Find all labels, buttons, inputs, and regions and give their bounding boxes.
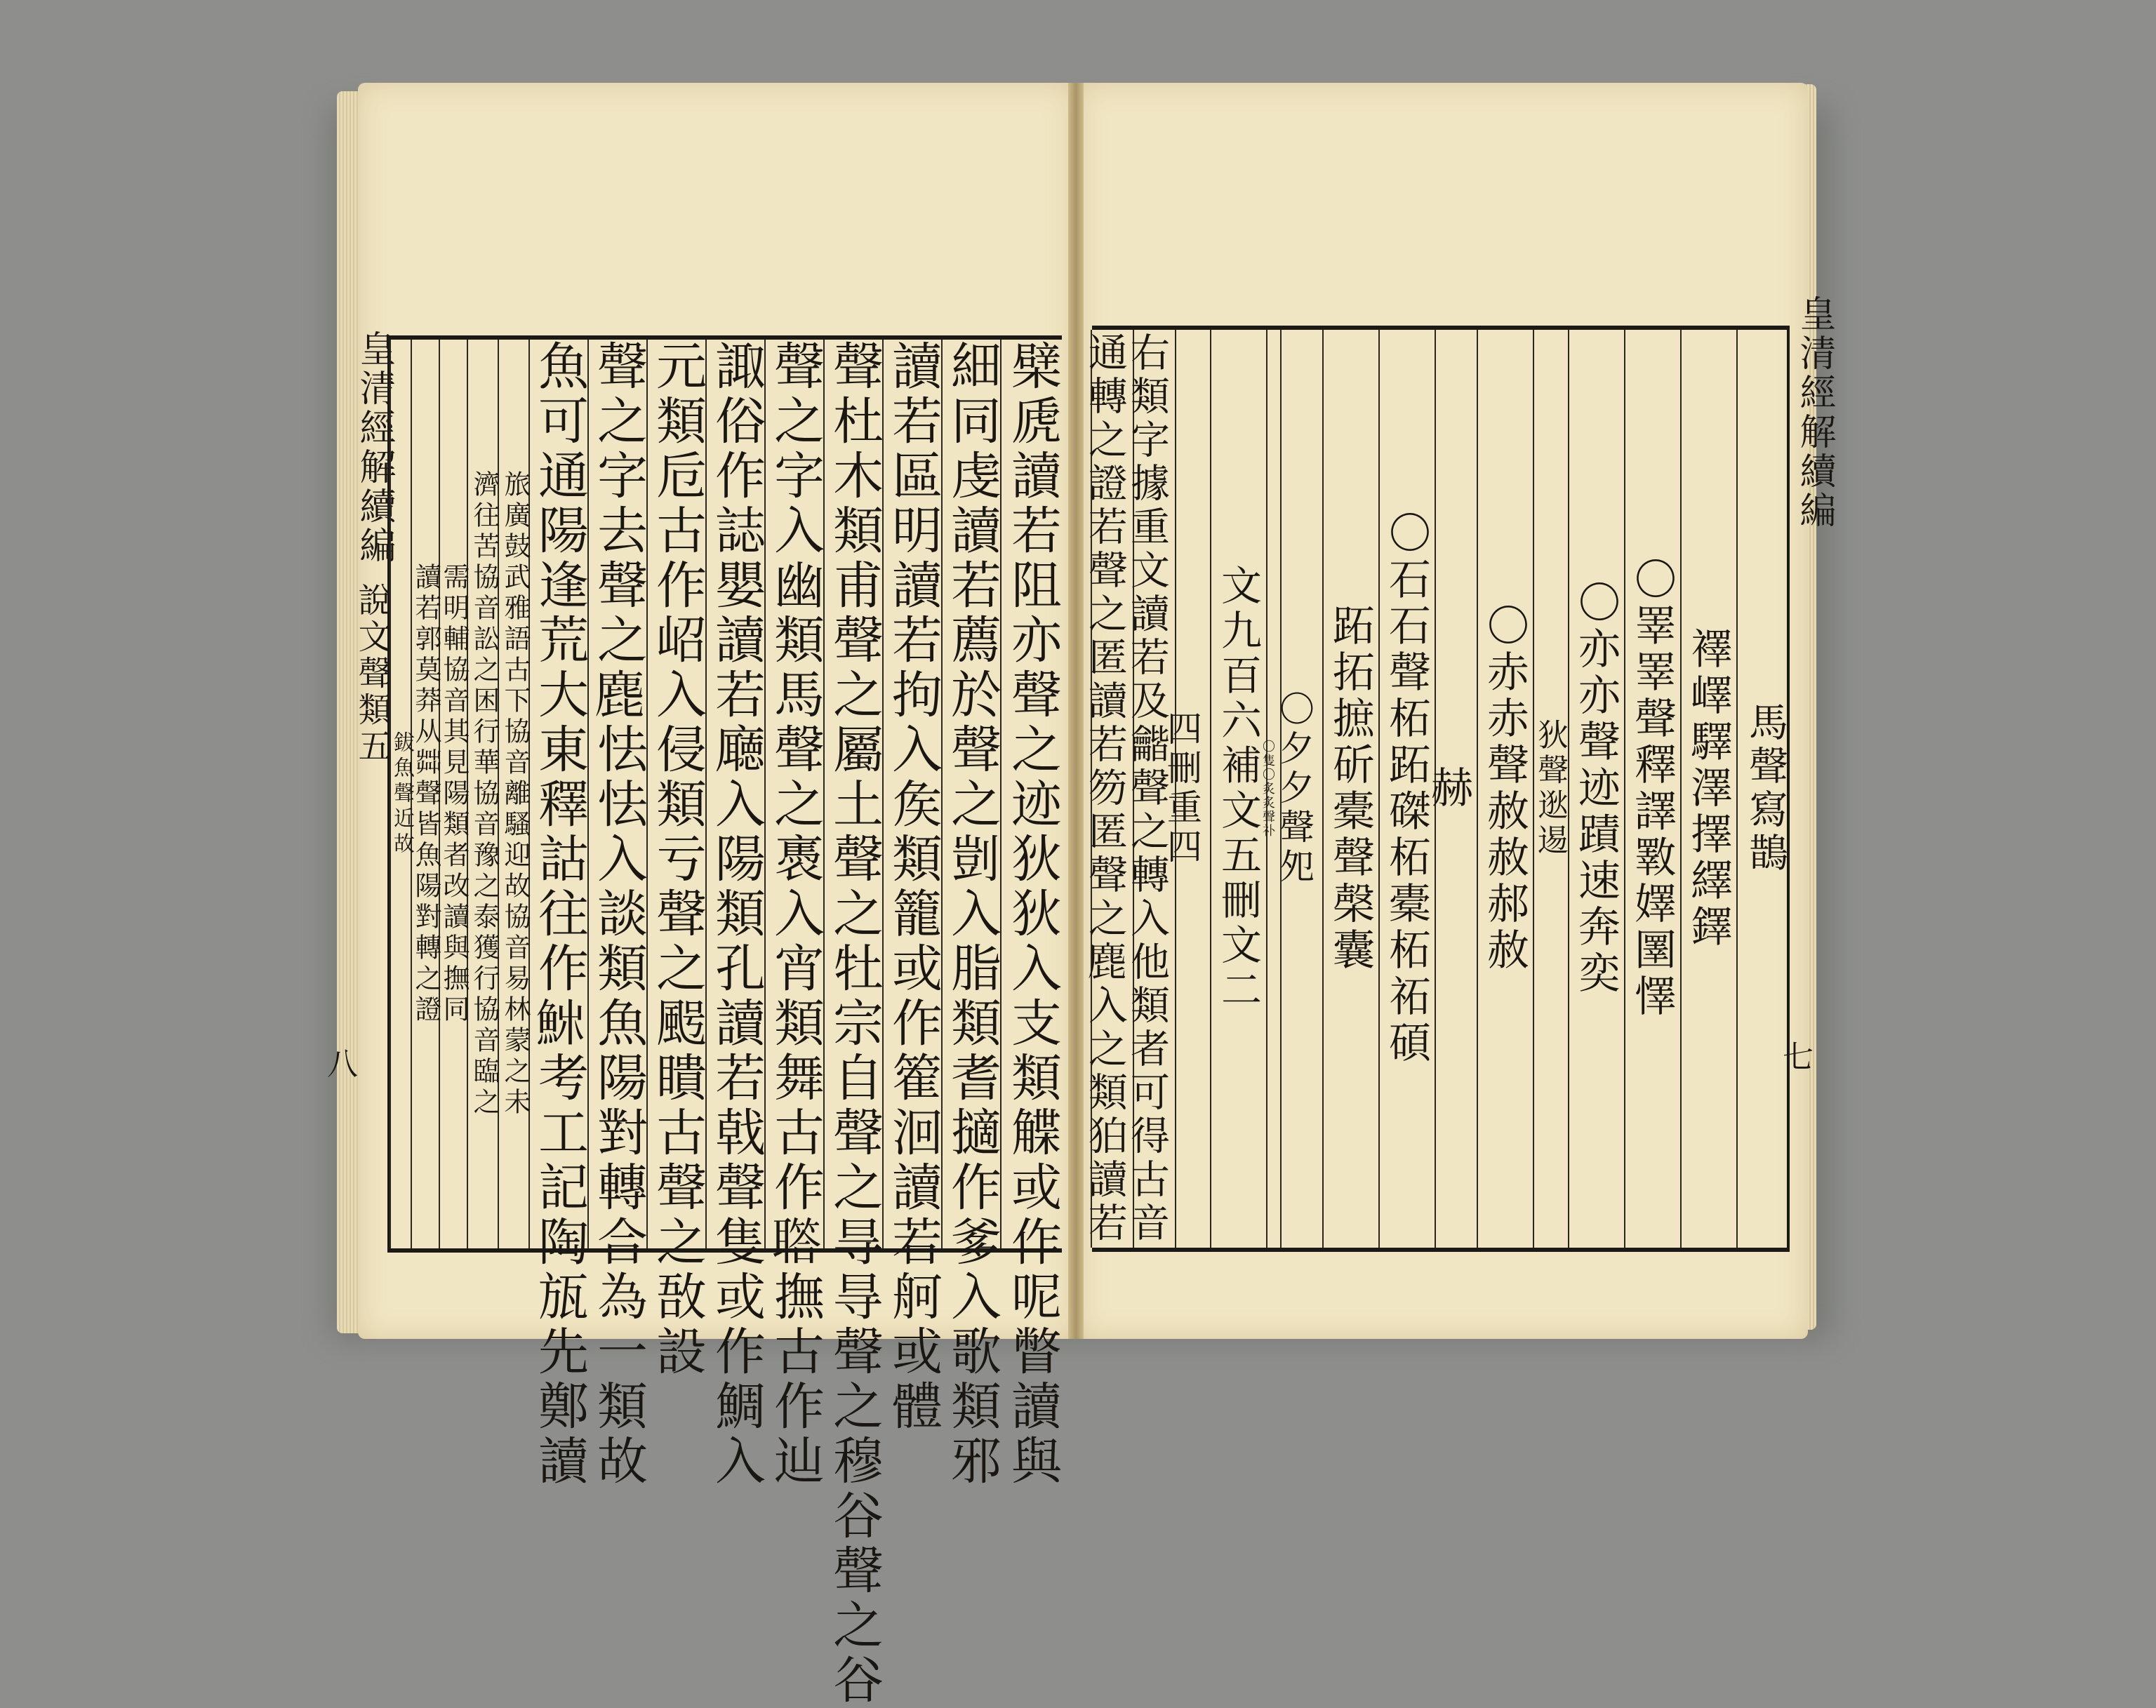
text-column: 元類卮古作岹入侵類亏聲之𩖸瞶古聲之敔設 xyxy=(648,340,707,1380)
left-folio: 八 xyxy=(327,1046,358,1082)
text-column: 馬聲寫鵲 xyxy=(1736,330,1787,1248)
right-margin-title: 皇清經解續編 xyxy=(1793,295,1835,531)
text-column-small: 狄聲逖逷 xyxy=(1533,330,1569,1248)
text-column: 跖拓摭斫橐聲㯏囊 xyxy=(1322,330,1380,1248)
text-column: 〇夕夕聲夗 xyxy=(1280,330,1324,1248)
text-column: 魚可通陽逢荒大東釋詁往作𩶚考工記陶瓬先鄭讀 xyxy=(530,340,589,1489)
text-column: 〇亦亦聲迹蹟速奔奕 xyxy=(1568,330,1625,1248)
text-column: 諏俗作誌嬰讀若廰入陽類孔讀若戟聲隻或作鯛入 xyxy=(707,340,766,1489)
text-column: 襗嶧驛澤擇繹鐸 xyxy=(1680,330,1738,1248)
text-column: 〇睪睪聲釋譯斁嬕圛懌 xyxy=(1624,330,1682,1248)
left-margin-subtitle: 說文聲類五 xyxy=(352,582,392,765)
text-column: 聲之字入幽類馬聲之褭入宵類舞古作𦗧撫古作辿 xyxy=(766,340,825,1489)
text-column: 細同虔讀若薦於聲之剴入脂類耆擿作爹入歌類邪 xyxy=(943,340,1002,1489)
text-column-small: 濟往苦協音訟之困行華協音豫之泰獲行協音臨之 xyxy=(467,340,499,1248)
left-margin-title: 皇清經解續編 xyxy=(353,330,395,566)
right-text-block xyxy=(1082,326,1790,1252)
text-column-small: 旅廣鼓武雅語古下協音離騷迎故協音易林蒙之未 xyxy=(498,340,530,1248)
text-column-small: 〇隻〇炙炙聲䃼 xyxy=(1266,330,1282,1248)
text-column: 赫 xyxy=(1435,330,1478,1248)
text-column-small: 需明輔協音其見陽類者改讀與撫同 xyxy=(439,340,468,1248)
text-column: 〇石石聲柘跖磔柘橐柘祏碩 xyxy=(1378,330,1436,1248)
left-text-block xyxy=(387,335,1062,1708)
text-column: 檗虒讀若阻亦聲之迹狄狄入支類䚢或作呢瞥讀與 xyxy=(1000,340,1062,1248)
text-column: 聲杜木類甫聲之屬土聲之牡宗自聲之㝵㝵聲之穆谷聲之谷 xyxy=(825,340,884,1708)
text-column: 四刪重四 xyxy=(1175,330,1211,1248)
text-column: 讀若區明讀若拘入矦類籠或作篧洄讀若舸或體 xyxy=(884,340,943,1434)
text-column-small: 讀若郭莫莽从茻聲皆魚陽對轉之證 xyxy=(411,340,440,1248)
text-column: 文九百六補文五刪文二 xyxy=(1210,330,1267,1248)
right-folio: 七 xyxy=(1783,1039,1814,1075)
text-column: 通轉之證若聲之匿讀若笏匿聲之𪊕入之類狛讀若 xyxy=(1091,330,1134,1248)
text-column: 聲之字去聲之𪊕怯怯入談類魚陽對轉合為一類故 xyxy=(589,340,648,1489)
text-column: 右類字據重文讀若及龤聲之轉入他類者可得古音 xyxy=(1133,330,1176,1248)
text-column-small: 鈸魚聲近故 xyxy=(390,340,412,1248)
text-column: 〇赤赤聲赦赦郝赦 xyxy=(1477,330,1534,1248)
